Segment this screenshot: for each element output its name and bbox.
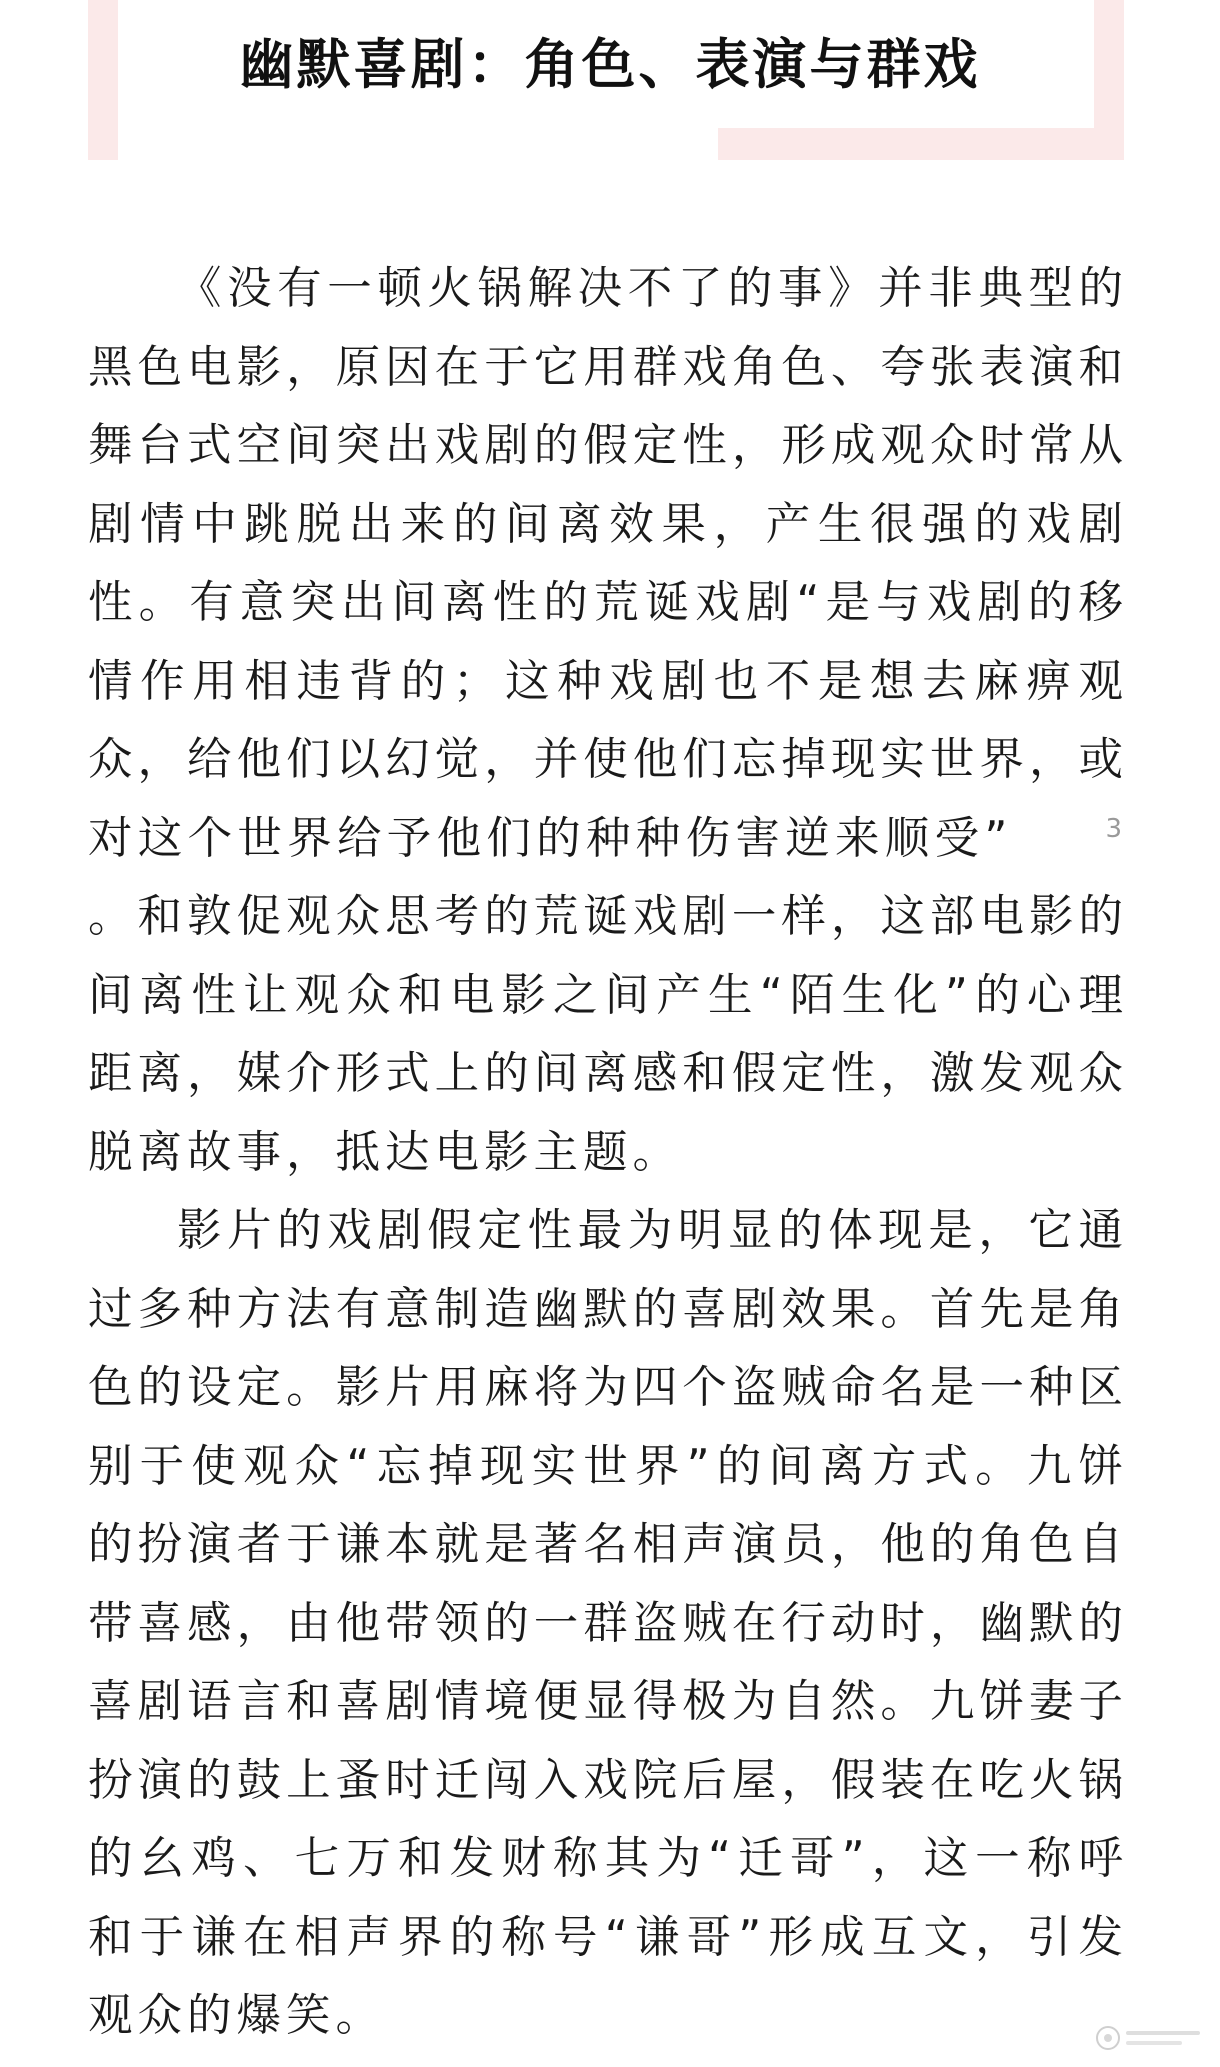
footnote-marker[interactable]: 3 (1105, 813, 1122, 844)
article-body (88, 250, 1128, 2056)
paragraph-1 (88, 250, 1128, 1192)
paragraph-1-text-after-note: 。和敦促观众思考的荒诞戏剧一样，这部电影的间离性让观众和电影之间产生“陌生化”的心理距离，媒介形式上的间离感和假定性，激发观众脱离故事，抵达电影主题。 (88, 891, 1128, 1178)
paragraph-1-text-before-note: 《没有一顿火锅解决不了的事》并非典型的黑色电影，原因在于它用群戏角色、夸张表演和舞台式空间突出戏剧的假定性，形成观众时常从剧情中跳脱出来的间离效果，产生很强的戏剧性。有意突出间离性的荒诞戏剧“是与戏剧的移情作用相违背的；这种戏剧也不是想去麻痹观众，给他们以幻觉，并使他们忘掉现实世界，或对这个世界给予他们的种种伤害逆来顺受” (88, 263, 1128, 864)
page-title: 幽默喜剧：角色、表演与群戏 (239, 33, 981, 96)
watermark-logo-icon (1094, 2023, 1206, 2053)
paragraph-2: 影片的戏剧假定性最为明显的体现是，它通过多种方法有意制造幽默的喜剧效果。首先是角色的设定。影片用麻将为四个盗贼命名是一种区别于使观众“忘掉现实世界”的间离方式。九饼的扮演者于谦本就是著名相声演员，他的角色自带喜感，由他带领的一群盗贼在行动时，幽默的喜剧语言和喜剧情境便显得极为自然。九饼妻子扮演的鼓上蚤时迁闯入戏院后屋，假装在吃火锅的幺鸡、七万和发财称其为“迁哥”，这一称呼和于谦在相声界的称号“谦哥”形成互文，引发观众的爆笑。 (88, 1205, 1128, 2041)
title-frame-bottom-bar (718, 128, 1124, 160)
